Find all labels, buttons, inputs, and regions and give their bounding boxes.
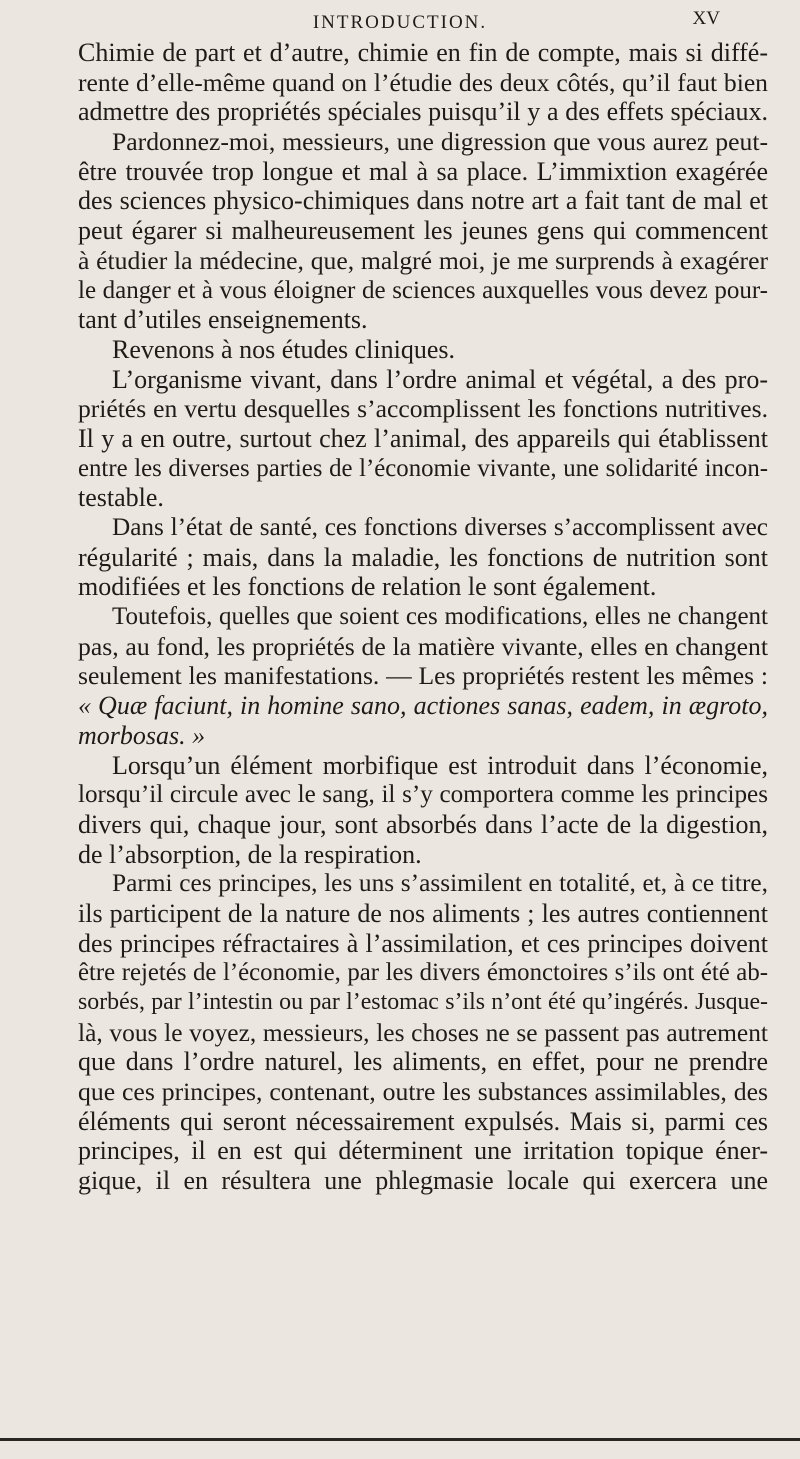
text-line: régularité ; mais, dans la maladie, les fonctions de nutrition sont [78, 542, 768, 572]
page-number: XV [692, 8, 720, 29]
body-text [78, 38, 768, 1196]
text-line: Dans l’état de santé, ces fonctions diverses s’accomplissent avec [112, 514, 768, 541]
text-line: sorbés, par l’intestin ou par l’estomac s’ils n’ont été qu’ingérés. Jusque- [78, 989, 768, 1015]
text-line: principes, il en est qui déterminent une irritation topique éner- [78, 1136, 768, 1166]
running-title: INTRODUCTION. [312, 12, 488, 33]
page-header [0, 8, 800, 38]
text-line: lorsqu’il circule avec le sang, il s’y comportera comme les principes [78, 781, 768, 809]
text-line: Revenons à nos études cliniques. [112, 334, 455, 364]
text-line: rente d’elle-même quand on l’étudie des deux côtés, qu’il faut bien [78, 67, 768, 97]
text-line: que dans l’ordre naturel, les aliments, en effet, pour ne prendre [78, 1047, 768, 1077]
latin-quote-end: morbosas. » [78, 720, 206, 750]
text-line: Pardonnez-moi, messieurs, une digression que vous aurez peut- [112, 127, 768, 157]
text-line: L’organisme vivant, dans l’ordre animal et végétal, a des pro- [112, 364, 768, 394]
text-line: peut égarer si malheureusement les jeunes gens qui commencent [78, 216, 768, 246]
text-line: seulement les manifestations. — Les propriétés restent les mêmes : [78, 661, 768, 691]
text-line [78, 721, 768, 751]
text-line: éléments qui seront nécessairement expulsés. Mais si, parmi ces [78, 1106, 768, 1136]
latin-quote: « Quæ faciunt, in homine sano, actiones sanas, eadem, in ægroto, [78, 691, 768, 721]
text-line: des principes réfractaires à l’assimilation, et ces principes doivent [78, 928, 768, 958]
text-line [78, 691, 768, 721]
text-line: admettre des propriétés spéciales puisqu’il y a des effets spéciaux. [78, 97, 768, 127]
text-line: entre les diverses parties de l’économie vivante, une solidarité incon- [78, 454, 768, 482]
text-line: Lorsqu’un élément morbifique est introduit dans l’économie, [112, 750, 768, 780]
text-line: Chimie de part et d’autre, chimie en fin de compte, mais si diffé- [78, 38, 768, 67]
text-line: Parmi ces principes, les uns s’assimilent en totalité, et, à ce titre, [112, 869, 768, 898]
text-line: gique, il en résultera une phlegmasie locale qui exercera une [78, 1166, 768, 1196]
text-line: divers qui, chaque jour, sont absorbés dans l’acte de la digestion, [78, 809, 768, 839]
text-line: que ces principes, contenant, outre les substances assimilables, des [78, 1077, 768, 1107]
text-line: pas, au fond, les propriétés de la matière vivante, elles en changent [78, 631, 768, 661]
text-line: Toutefois, quelles que soient ces modifications, elles ne changent [112, 603, 768, 631]
text-line: Il y a en outre, surtout chez l’animal, des appareils qui établissent [78, 423, 768, 453]
text-line: tant d’utiles enseignements. [78, 305, 368, 335]
text-line: de l’absorption, de la respiration. [78, 839, 422, 869]
text-line: modifiées et les fonctions de relation le sont également. [78, 572, 657, 602]
text-line: être rejetés de l’économie, par les divers émonctoires s’ils ont été ab- [78, 959, 768, 987]
text-line: là, vous le voyez, messieurs, les choses ne se passent pas autrement [78, 1017, 768, 1047]
text-line: priétés en vertu desquelles s’accomplissent les fonctions nutritives. [78, 394, 768, 424]
text-line: le danger et à vous éloigner de sciences auxquelles vous devez pour- [78, 276, 768, 304]
text-line: être trouvée trop longue et mal à sa place. L’immixtion exagérée [78, 156, 768, 186]
text-line: des sciences physico-chimiques dans notre art a fait tant de mal et [78, 186, 768, 216]
text-line: à étudier la médecine, que, malgré moi, je me surprends à exagérer [78, 245, 768, 275]
page-edge-rule [0, 1438, 800, 1441]
text-line: testable. [78, 483, 164, 513]
text-line: ils participent de la nature de nos aliments ; les autres contiennent [78, 898, 768, 928]
